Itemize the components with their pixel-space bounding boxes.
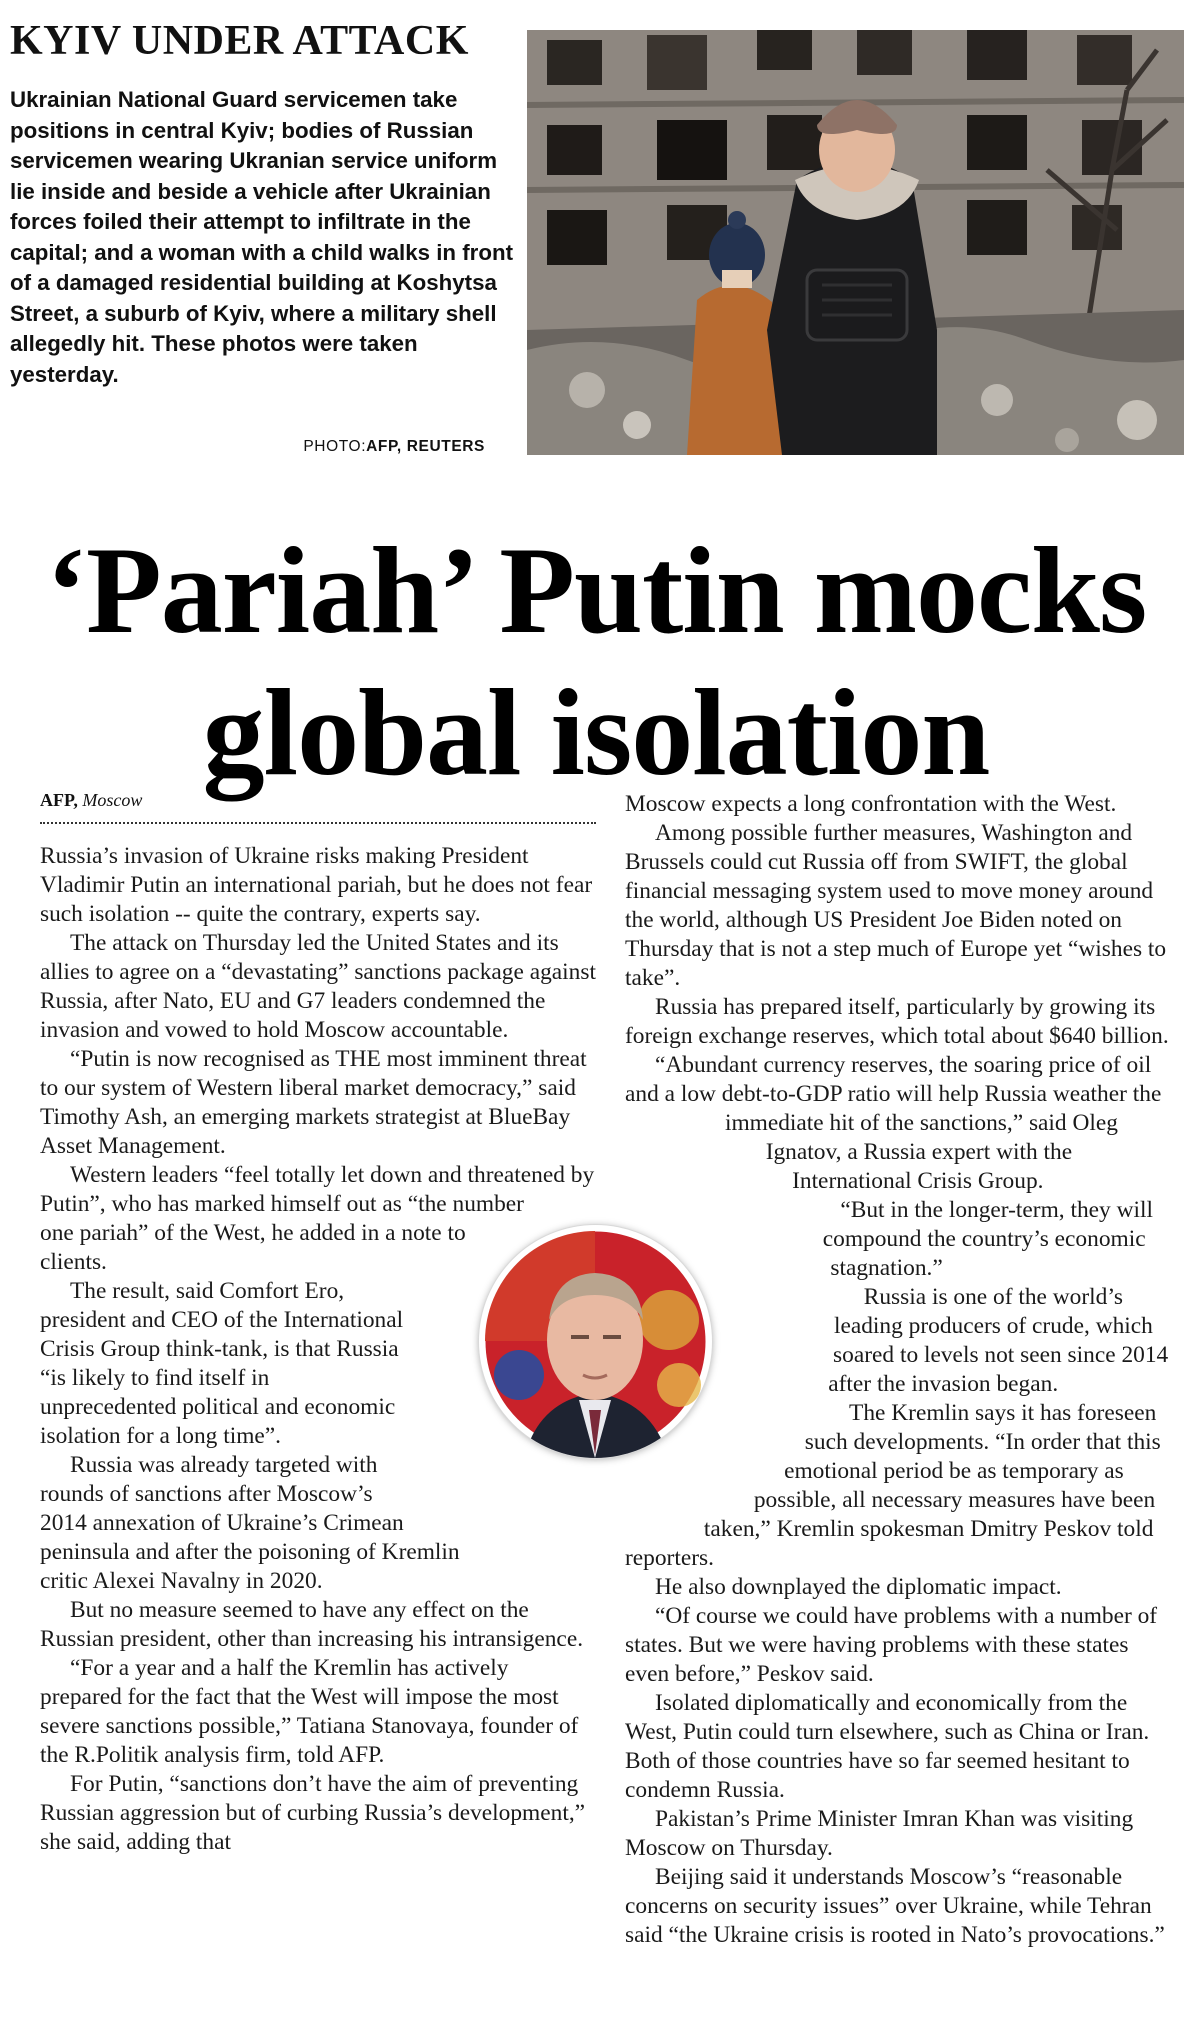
sidebar-title: KYIV UNDER ATTACK — [10, 18, 469, 64]
paragraph: Russia was already targeted with rounds of sanctions after Moscow’s 2014 annexation of Ukraine’s Crimean peninsula and after the poisoning of Kremlin critic Alexei Navalny in 2020. — [40, 1452, 460, 1594]
byline-agency: AFP, — [40, 790, 78, 810]
paragraph: Beijing said it understands Moscow’s “reasonable concerns on security issues” over Ukraine, while Tehran said “the Ukraine crisis is rooted in Nato’s provocations.” — [625, 1864, 1165, 1948]
paragraph: Russia’s invasion of Ukraine risks making President Vladimir Putin an international pariah, but he does not fear such isolation -- quite the contrary, experts say. — [40, 843, 593, 927]
paragraph: The Kremlin says it has foreseen such developments. “In order that this emotional period be as temporary as possible, all necessary measures have been taken,” Kremlin spokesman Dmitry Peskov told reporters. — [625, 1400, 1161, 1571]
headline — [0, 520, 1192, 804]
photo-caption: Ukrainian National Guard servicemen take positions in central Kyiv; bodies of Russian servicemen wearing Ukranian service uniform lie inside and beside a vehicle after Ukrainian forces foiled their attempt to infiltrate in the capital; and a woman with a child walks in front of a damaged residential building at Koshytsa Street, a suburb of Kyiv, where a military shell allegedly hit. These photos were taken yesterday. — [10, 87, 513, 387]
byline-location: Moscow — [82, 790, 143, 810]
paragraph: But no measure seemed to have any effect on the Russian president, other than increasing his intransigence. — [40, 1597, 584, 1652]
paragraph: “Of course we could have problems with a number of states. But we were having problems with these states even before,” Peskov said. — [625, 1603, 1158, 1687]
paragraph: The attack on Thursday led the United States and its allies to agree on a “devastating” sanctions package against Russia, after Nato, EU and G7 leaders condemned the invasion and vowed to hold Moscow accountable. — [40, 930, 596, 1043]
paragraph: He also downplayed the diplomatic impact. — [655, 1574, 1062, 1600]
paragraph: The result, said Comfort Ero, president and CEO of the International Crisis Group think-tank, is that Russia “is likely to find itself in unprecedented political and economic isolation for a long time”. — [40, 1278, 404, 1449]
headline-line-1: ‘Pariah’ Putin mocks — [45, 522, 1147, 659]
paragraph: Russia is one of the world’s leading producers of crude, which soared to levels not seen since 2014 after the invasion began. — [828, 1284, 1169, 1397]
byline-divider — [40, 822, 596, 824]
paragraph: Among possible further measures, Washington and Brussels could cut Russia off from SWIFT, the global financial messaging system used to move money around the world, although US President Joe Biden noted on Thursday that is not a step much of Europe yet “wishes to take”. — [625, 820, 1167, 991]
paragraph: For Putin, “sanctions don’t have the aim of preventing Russian aggression but of curbing Russia’s development,” she said, adding that — [40, 1771, 586, 1855]
photo-credit-source: AFP, REUTERS — [366, 438, 485, 455]
news-photo — [527, 30, 1184, 455]
paragraph: “For a year and a half the Kremlin has actively prepared for the fact that the West will impose the most severe sanctions possible,” Tatiana Stanovaya, founder of the R.Politik analysis firm, told AFP. — [40, 1655, 579, 1768]
byline — [40, 790, 142, 811]
putin-portrait — [479, 1225, 712, 1458]
headline-line-2: global isolation — [202, 664, 990, 801]
photo-credit-prefix: PHOTO: — [303, 438, 367, 455]
photo-sidebar — [0, 0, 1192, 470]
paragraph: Russia has prepared itself, particularly by growing its foreign exchange reserves, which total about $640 billion. — [625, 994, 1169, 1049]
paragraph: “Abundant currency reserves, the soaring price of oil and a low debt-to-GDP ratio will help Russia weather the immediate hit of the sanctions,” said Oleg Ignatov, a Russia expert with the International Crisis Group. — [625, 1052, 1162, 1194]
paragraph: Pakistan’s Prime Minister Imran Khan was visiting Moscow on Thursday. — [625, 1806, 1134, 1861]
paragraph: “But in the longer-term, they will compound the country’s economic stagnation.” — [822, 1197, 1153, 1281]
paragraph: “Putin is now recognised as THE most imminent threat to our system of Western liberal market democracy,” said Timothy Ash, an emerging markets strategist at BlueBay Asset Management. — [40, 1046, 587, 1159]
paragraph: Western leaders “feel totally let down and threatened by Putin”, who has marked himself out as “the number one pariah” of the West, he added in a note to clients. — [40, 1162, 595, 1275]
paragraph: Moscow expects a long confrontation with the West. — [625, 791, 1117, 817]
paragraph: Isolated diplomatically and economically from the West, Putin could turn elsewhere, such as China or Iran. Both of those countries have so far seemed hesitant to condemn Russia. — [625, 1690, 1150, 1803]
photo-credit — [210, 438, 485, 456]
